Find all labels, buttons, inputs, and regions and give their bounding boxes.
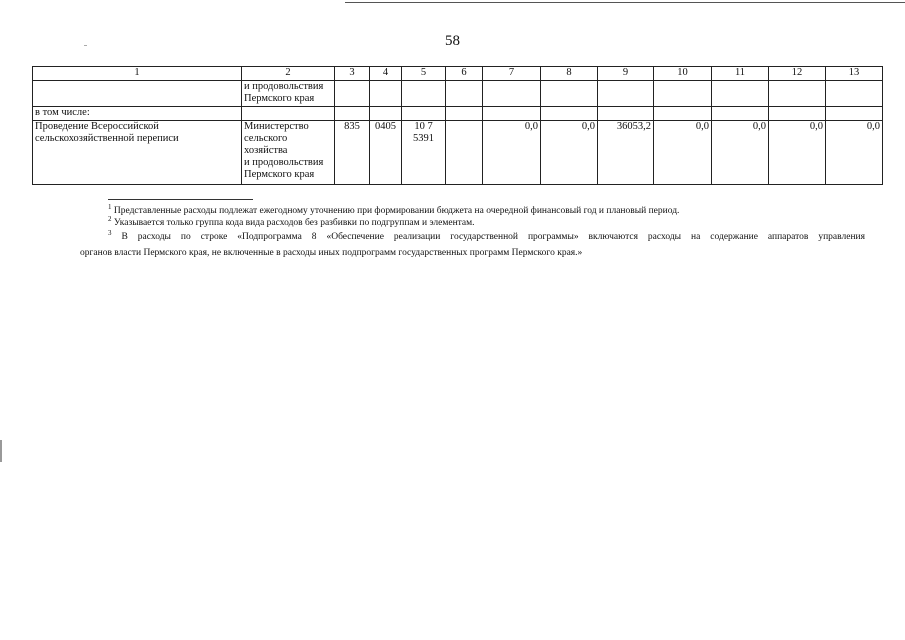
table-cell bbox=[541, 81, 598, 107]
cell-line: Проведение Всероссийской bbox=[35, 121, 159, 132]
table-cell-type bbox=[446, 121, 483, 185]
table-cell bbox=[598, 81, 654, 107]
table-row-continuation bbox=[33, 81, 883, 107]
table-cell-value: 0,0 bbox=[541, 121, 598, 185]
cell-line: Министерство bbox=[244, 121, 309, 132]
cell-line: сельскохозяйственной переписи bbox=[35, 133, 179, 144]
table-row-census bbox=[33, 121, 883, 185]
header-cell: 7 bbox=[483, 67, 541, 81]
cell-line: хозяйства bbox=[244, 145, 288, 156]
table-cell bbox=[712, 107, 769, 121]
page-number: 58 bbox=[445, 33, 460, 49]
table-cell bbox=[541, 107, 598, 121]
table-cell bbox=[826, 81, 883, 107]
cell-line: Пермского края bbox=[244, 169, 315, 180]
cell-line: 10 7 bbox=[414, 121, 433, 132]
subheading-cell: в том числе: bbox=[33, 107, 242, 121]
table-cell bbox=[826, 107, 883, 121]
header-cell: 3 bbox=[335, 67, 370, 81]
table-cell-value: 0,0 bbox=[826, 121, 883, 185]
cell-line: сельского bbox=[244, 133, 288, 144]
footnote-text: Указывается только группа кода вида расходов без разбивки по подгруппам и элементам. bbox=[113, 218, 475, 228]
table-cell bbox=[598, 107, 654, 121]
table-cell bbox=[483, 107, 541, 121]
table-cell-value: 0,0 bbox=[712, 121, 769, 185]
table-cell bbox=[712, 81, 769, 107]
header-cell: 4 bbox=[370, 67, 402, 81]
table-cell-name bbox=[33, 121, 242, 185]
footnote-1 bbox=[108, 202, 680, 217]
footnote-3-continued bbox=[80, 247, 582, 259]
table-cell bbox=[335, 107, 370, 121]
table-cell bbox=[769, 81, 826, 107]
header-cell: 9 bbox=[598, 67, 654, 81]
footnote-3 bbox=[108, 228, 866, 243]
table-cell bbox=[446, 107, 483, 121]
cell-line: Пермского края bbox=[244, 93, 315, 104]
header-cell: 2 bbox=[242, 67, 335, 81]
table-cell-value: 36053,2 bbox=[598, 121, 654, 185]
table-cell bbox=[370, 81, 402, 107]
top-border-line bbox=[345, 2, 905, 3]
footnote-mark: 1 bbox=[108, 202, 112, 211]
table-cell bbox=[335, 81, 370, 107]
table-cell-section: 0405 bbox=[370, 121, 402, 185]
header-cell: 10 bbox=[654, 67, 712, 81]
table-cell bbox=[446, 81, 483, 107]
cell-line: и продовольствия bbox=[244, 81, 324, 92]
table-cell bbox=[33, 81, 242, 107]
footnote-text: В расходы по строке «Подпрограмма 8 «Обеспечение реализации государственной программы» включаются расходы на содержание аппаратов управления bbox=[121, 232, 866, 242]
table-cell bbox=[654, 81, 712, 107]
header-cell: 5 bbox=[402, 67, 446, 81]
header-cell: 1 bbox=[33, 67, 242, 81]
cell-line: и продовольствия bbox=[244, 157, 324, 168]
table-cell bbox=[242, 107, 335, 121]
footnote-mark: 3 bbox=[108, 228, 112, 237]
table-cell bbox=[654, 107, 712, 121]
table-cell-target bbox=[402, 121, 446, 185]
table-cell-value: 0,0 bbox=[769, 121, 826, 185]
table-cell bbox=[483, 81, 541, 107]
footnote-text: Представленные расходы подлежат ежегодному уточнению при формировании бюджета на очередной финансовый год и плановый период. bbox=[113, 206, 680, 216]
table-cell bbox=[370, 107, 402, 121]
table-cell bbox=[402, 107, 446, 121]
table-row-subheading bbox=[33, 107, 883, 121]
footnote-text: органов власти Пермского края, не включенные в расходы иных подпрограмм государственных программ Пермского края.» bbox=[80, 248, 583, 258]
table-cell-code: 835 bbox=[335, 121, 370, 185]
scan-edge-mark bbox=[0, 440, 2, 462]
footnote-separator bbox=[108, 199, 253, 200]
table-cell bbox=[242, 81, 335, 107]
footnote-2 bbox=[108, 214, 475, 229]
budget-table bbox=[32, 66, 883, 185]
header-cell: 8 bbox=[541, 67, 598, 81]
header-cell: 13 bbox=[826, 67, 883, 81]
header-cell: 11 bbox=[712, 67, 769, 81]
table-cell-value: 0,0 bbox=[654, 121, 712, 185]
footnote-mark: 2 bbox=[108, 214, 112, 223]
table-cell bbox=[402, 81, 446, 107]
header-cell: 12 bbox=[769, 67, 826, 81]
table-cell bbox=[769, 107, 826, 121]
table-cell-ministry bbox=[242, 121, 335, 185]
table-header-row bbox=[33, 67, 883, 81]
table-cell-value: 0,0 bbox=[483, 121, 541, 185]
cell-line: 5391 bbox=[413, 133, 434, 144]
header-cell: 6 bbox=[446, 67, 483, 81]
